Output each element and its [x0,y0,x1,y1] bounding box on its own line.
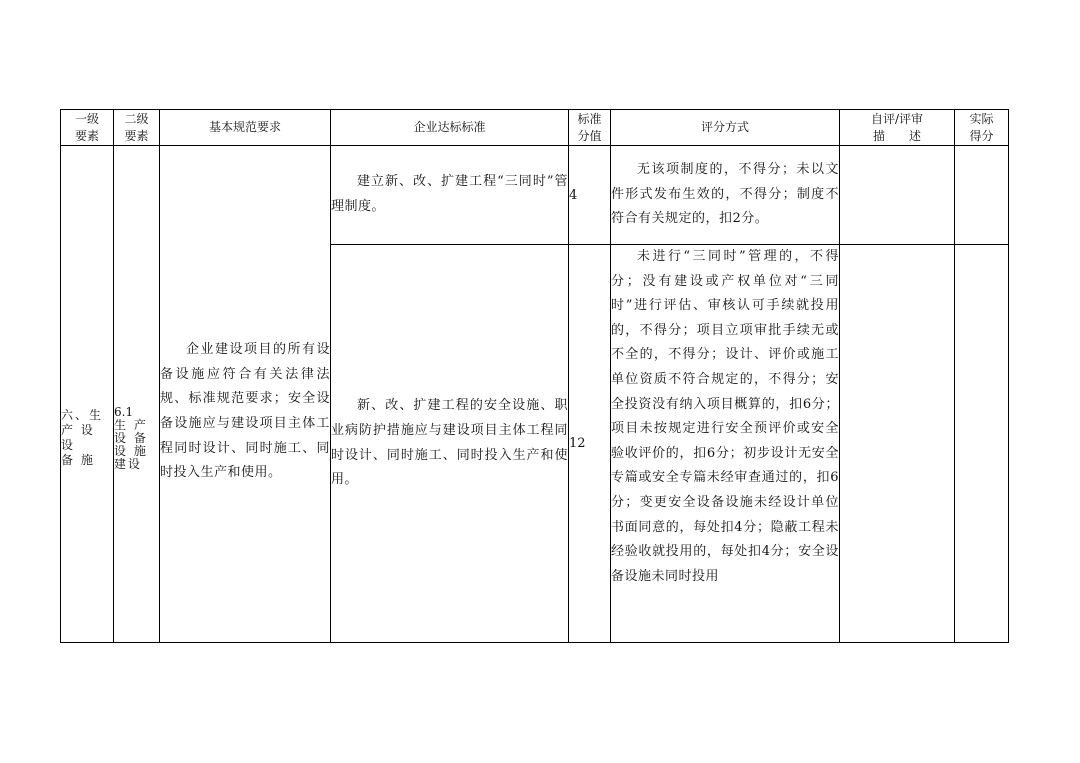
header-score-value-line: 标准 [577,111,602,126]
header-scoring-method: 评分方式 [611,110,840,146]
header-level2-line: 要素 [124,128,149,143]
header-level2-line: 二级 [124,111,149,126]
self-review-cell[interactable] [840,245,955,643]
standard-cell [331,146,569,245]
header-self-review-line: 描 述 [872,128,921,143]
level2-cell [114,146,160,643]
header-score-value [569,110,611,146]
header-score-value-line: 分值 [577,128,602,143]
score-cell: 4 [569,146,611,245]
basic-requirement-text: 企业建设项目的所有设备设施应符合有关法律法规、标准规范要求；安全设备设施应与建设项目主体工程同时设计、同时施工、同时投入生产和使用。 [160,342,330,481]
level2-label-line: 生 产 [114,417,148,432]
header-level1-line: 一级 [74,111,99,126]
basic-requirement-cell [160,146,331,643]
level1-label-line: 产 设 设 [61,423,95,452]
header-basic-requirement: 基本规范要求 [160,110,331,146]
header-standard: 企业达标标准 [331,110,569,146]
header-level1 [61,110,114,146]
level1-label-line: 备 施 [61,453,95,467]
header-level2 [114,110,160,146]
level2-label-line: 设 施 [114,443,148,458]
scoring-method-cell [611,245,840,643]
header-level1-line: 要素 [74,128,99,143]
level2-label-line: 设 备 [114,430,148,445]
table-row [61,146,1009,245]
standard-text: 新、改、扩建工程的安全设施、职业病防护措施应与建设项目主体工程同时设计、同时施工、同时投入生产和使用。 [331,398,568,488]
standard-cell [331,245,569,643]
standard-text: 建立新、改、扩建工程“三同时”管理制度。 [331,174,568,214]
actual-score-cell[interactable] [955,245,1009,643]
scoring-method-text: 未进行“三同时”管理的，不得分；没有建设或产权单位对“三同时”进行评估、审核认可手续就投用的，不得分；项目立项审批手续无或不全的，不得分；设计、评价或施工单位资质不符合规定的，不得分；安全投资没有纳入项目概算的，扣6分；项目未按规定进行安全预评价或安全验收评价的，扣6分；初步设计无安全专篇或安全专篇未经审查通过的，扣6分；变更安全设备设施未经设计单位书面同意的，每处扣4分；隐蔽工程未经验收就投用的，每处扣4分；安全设备设施未同时投用 [611,249,839,584]
header-actual-score-line: 实际 [969,111,994,126]
header-self-review-line: 自评/评审 [870,111,924,126]
header-actual-score-line: 得分 [969,128,994,143]
level2-label-line: 建设 [114,456,143,471]
header-self-review [840,110,955,146]
scoring-method-cell [611,146,840,245]
actual-score-cell[interactable] [955,146,1009,245]
self-review-cell[interactable] [840,146,955,245]
level1-label-line: 六、生 [61,408,104,422]
standards-table [60,109,1009,643]
level2-number: 6.1 [114,404,134,419]
score-cell: 12 [569,245,611,643]
level1-cell [61,146,114,643]
header-row [61,110,1009,146]
header-actual-score [955,110,1009,146]
scoring-method-text: 无该项制度的，不得分；未以文件形式发布生效的，不得分；制度不符合有关规定的，扣2分。 [611,162,839,227]
